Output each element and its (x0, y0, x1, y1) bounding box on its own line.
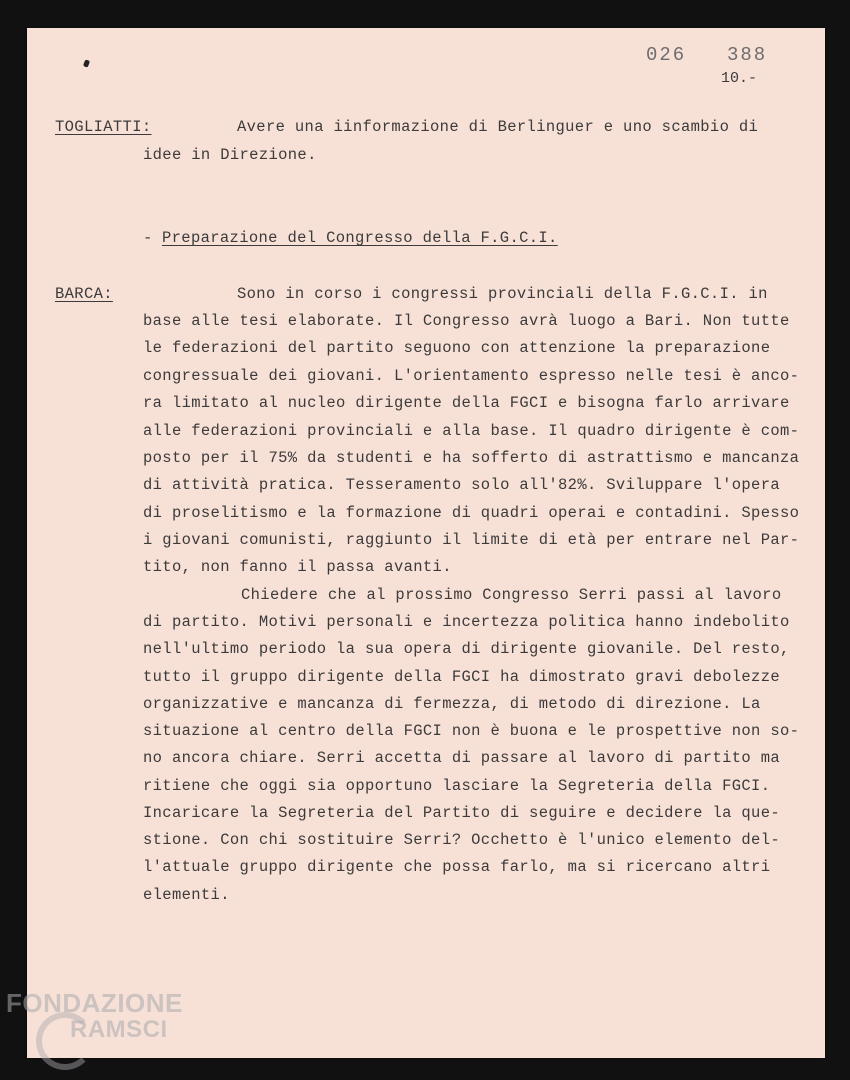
barca-p1-line: posto per il 75% da studenti e ha sofferto di astrattismo e mancanza (143, 449, 800, 467)
barca-p1-line: di proselitismo e la formazione di quadri operai e contadini. Spesso (143, 504, 800, 522)
barca-p1-line: le federazioni del partito seguono con attenzione la preparazione (143, 339, 771, 357)
togliatti-line-2: idee in Direzione. (143, 146, 317, 164)
barca-p2-line: ritiene che oggi sia opportuno lasciare la Segreteria della FGCI. (143, 777, 771, 795)
barca-p1-line: tito, non fanno il passa avanti. (143, 558, 452, 576)
barca-p2-line: elementi. (143, 886, 230, 904)
barca-p2-line: Incaricare la Segreteria del Partito di seguire e decidere la que- (143, 804, 780, 822)
watermark-line-2: RAMSCI (70, 1016, 168, 1043)
barca-p2-line: stione. Con chi sostituire Serri? Occhetto è l'unico elemento del- (143, 831, 780, 849)
barca-p2-line: di partito. Motivi personali e incertezza politica hanno indebolito (143, 613, 790, 631)
barca-p2-line: tutto il gruppo dirigente della FGCI ha dimostrato gravi debolezze (143, 668, 780, 686)
barca-p2-line: Chiedere che al prossimo Congresso Serri passi al lavoro (241, 586, 782, 604)
agenda-title: Preparazione del Congresso della F.G.C.I. (162, 229, 558, 247)
speaker-barca: BARCA: (55, 285, 113, 303)
barca-p2-line: nell'ultimo periodo la sua opera di dirigente giovanile. Del resto, (143, 640, 790, 658)
barca-p1-line: ra limitato al nucleo dirigente della FGCI e bisogna farlo arrivare (143, 394, 790, 412)
barca-p1-line: di attività pratica. Tesseramento solo all'82%. Sviluppare l'opera (143, 476, 780, 494)
barca-p2-line: organizzative e mancanza di fermezza, di metodo di direzione. La (143, 695, 761, 713)
barca-p2-line: situazione al centro della FGCI non è buona e le prospettive non so- (143, 722, 800, 740)
barca-p1-line: Sono in corso i congressi provinciali della F.G.C.I. in (237, 285, 768, 303)
agenda-dash: - (143, 229, 153, 247)
barca-p1-line: alle federazioni provinciali e alla base. Il quadro dirigente è com- (143, 422, 800, 440)
barca-p2-line: no ancora chiare. Serri accetta di passare al lavoro di partito ma (143, 749, 780, 767)
barca-p1-line: congressuale dei giovani. L'orientamento espresso nelle tesi è anco- (143, 367, 800, 385)
archive-number-left: 026 (646, 44, 687, 66)
watermark-line-1: FONDAZIONE (6, 988, 183, 1018)
page-number: 10.- (721, 70, 758, 87)
togliatti-line-1: Avere una iinformazione di Berlinguer e uno scambio di (237, 118, 759, 136)
barca-p1-line: i giovani comunisti, raggiunto il limite di età per entrare nel Par- (143, 531, 800, 549)
archive-number-right: 388 (727, 44, 768, 66)
barca-p1-line: base alle tesi elaborate. Il Congresso avrà luogo a Bari. Non tutte (143, 312, 790, 330)
barca-p2-line: l'attuale gruppo dirigente che possa farlo, ma si ricercano altri (143, 858, 771, 876)
speaker-togliatti: TOGLIATTI: (55, 118, 152, 136)
